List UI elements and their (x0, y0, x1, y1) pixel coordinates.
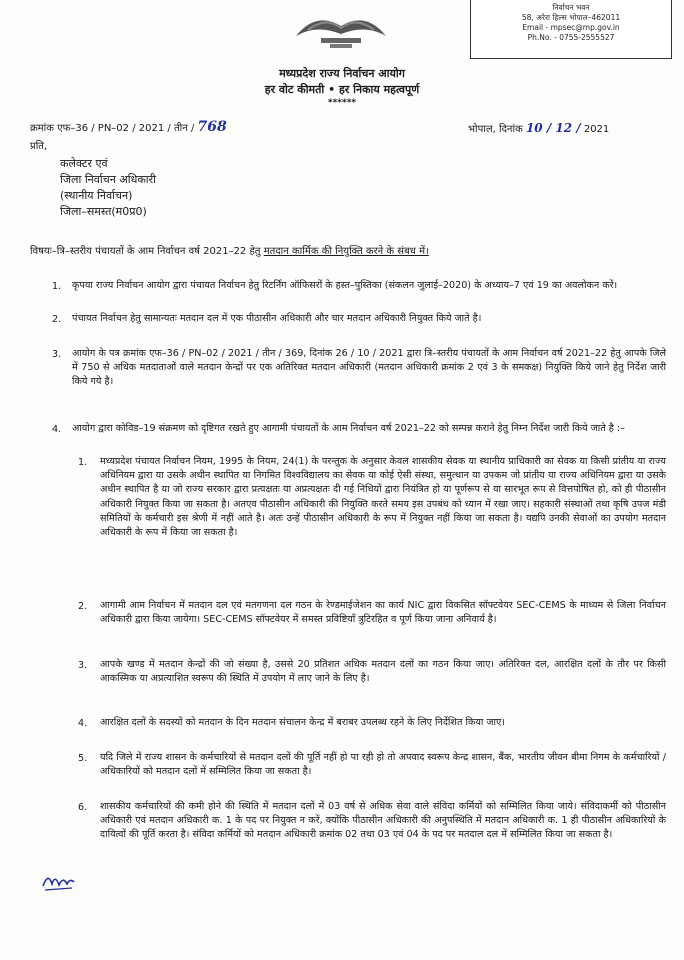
reference-handwritten: 768 (197, 119, 227, 135)
address-line: निर्वाचन भवन (552, 3, 590, 12)
subpoint-number: 5. (78, 753, 88, 764)
tagline: हर वोट कीमती • हर निकाय महत्वपूर्ण (264, 83, 420, 96)
subpoint-text: यदि जिले में राज्य शासन के कर्मचारियों से मतदान दलों की पूर्ति नहीं हो पा रही हो तो अपवाद स्वरूप केन्द्र शासन, बैंक, भारतीय जीवन बीमा निगम के कर्मचारियों / अधिकारियों को मतदान दलों में सम्मिलित किया जा सकता है। (100, 752, 666, 778)
reference-prefix: क्रमांक एफ–36 / PN–02 / 2021 / तीन / (30, 123, 195, 134)
subject-prefix: विषयः–त्रि–स्तरीय पंचायतों के आम निर्वाचन वर्ष 2021–22 हेतु (30, 246, 261, 257)
subject-underlined: मतदान कार्मिक की नियुक्ति करने के संबध में। (263, 246, 429, 257)
subpoint-text: आगामी आम निर्वाचन में मतदान दल एवं मतगणना दल गठन के रेण्डमाईजेशन का कार्य NIC द्वारा विकसित सॉफ्टवेयर SEC-CEMS के माध्यम से जिला निर्वाचन अधिकारी द्वारा किया जायेगा। SEC-CEMS सॉफ्टवेयर में समस्त प्रविष्टियाँ त्रुटिरहित व पूर्ण किया जाना अनिवार्य है। (100, 600, 666, 626)
address-box (470, 0, 672, 59)
point-text: पंचायत निर्वाचन हेतु सामान्यतः मतदान दल में एक पीठासीन अधिकारी और चार मतदान अधिकारी नियुक्त किये जाते है। (72, 313, 482, 324)
stars: ****** (327, 98, 357, 108)
subpoint-number: 1. (78, 457, 88, 468)
addressee-line: जिला–समस्त(म0प्र0) (60, 205, 147, 218)
point-text: आयोग द्वारा कोविड–19 संक्रमण को दृष्टिगत रखते हुए आगामी पंचायतों के आम निर्वाचन वर्ष 2021–22 को सम्पन्न कराने हेतु निम्न निर्देश जारी किये जाते है :– (72, 423, 625, 434)
subpoint-text: आरक्षित दलों के सदस्यों को मतदान के दिन मतदान संचालन केन्द्र में बराबर उपलब्ध रहने के लिए निर्देशित किया जाए। (100, 717, 505, 728)
point-number: 3. (52, 349, 62, 360)
prati: प्रति, (30, 141, 48, 152)
subpoint-text: मध्यप्रदेश पंचायत निर्वाचन नियम, 1995 के नियम, 24(1) के परन्तुक के अनुसार केवल शासकीय सेवक या स्थानीय प्राधिकारी का सेवक या किसी प्रांतीय या राज्य अधिनियम द्वारा या उसके अधीन स्थापित या निगमित विश्वविद्यालय का सेवक या कोई ऐसी संस्था, समुत्थान या उपकम जो प्रांतीय या राज्य अधिनियम द्वारा या उसके अधीन स्थापित है या जो राज्य सरकार द्वारा प्रत्यक्षतः या अप्रत्यक्षतः दी गई निधियों द्वारा नियंत्रित हो या पूर्णरूप से या सारभूत रूप से वित्तपोषित हो, को ही पीठासीन अधिकारी नियुक्त किया जा सकता है। अतएव पीठासीन अधिकारी की नियुक्ति करते समय इस उपबंध को ध्यान में रखा जाए। सहकारी संस्थाओं तथा कृषि उपज मंडी समितियों के कर्मचारी इस श्रेणी में नहीं आते है। अतः उन्हें पीठासीन अधिकारी के रूप में नियुक्त नहीं किया जा सकता है। यद्यपि उनकी सेवाओं का उपयोग मतदान अधिकारी के रूप में किया जा सकता है। (100, 456, 667, 539)
date-year: 2021 (583, 124, 610, 135)
point-number: 2. (52, 314, 62, 325)
addressee-line: (स्थानीय निर्वाचन) (60, 189, 133, 202)
reference-number (30, 119, 227, 135)
handwritten-initials (40, 868, 80, 894)
point-text: आयोग के पत्र क्रमांक एफ–36 / PN–02 / 2021 / तीन / 369, दिनांक 26 / 10 / 2021 द्वारा त्रि–स्तरीय पंचायतों के आम निर्वाचन वर्ष 2021–22 हेतु आपके जिले में 750 से अधिक मतदाताओं वाले मतदान केन्द्रों पर एक अतिरिक्त मतदान अधिकारी (मतदान अधिकारी क्रमांक 2 एवं 3 के समकक्ष) नियुक्ति किये जाने हेतु निर्देश जारी किये गये है। (72, 348, 666, 388)
place-date (468, 121, 609, 135)
commission-logo (286, 6, 396, 52)
date-handwritten: 10 / 12 / (525, 121, 581, 135)
email-line: Email - mpsec@mp.gov.in (522, 23, 620, 32)
subpoint-number: 3. (78, 660, 88, 671)
org-name: मध्यप्रदेश राज्य निर्वाचन आयोग (279, 67, 405, 80)
point-number: 4. (52, 424, 62, 435)
addressee-line: जिला निर्वाचन अधिकारी (60, 173, 156, 186)
point-number: 1. (52, 281, 62, 292)
point-text: कृपया राज्य निर्वाचन आयोग द्वारा पंचायत निर्वाचन हेतु रिटर्निंग ऑफिसरों के हस्त–पुस्तिका (संकलन जुलाई–2020) के अध्याय–7 एवं 19 का अवलोकन करें। (72, 280, 618, 291)
subpoint-number: 6. (78, 802, 88, 813)
address-line: 58, अरेरा हिल्स भोपाल–462011 (521, 13, 621, 22)
subpoint-number: 4. (78, 718, 88, 729)
addressee-line: कलेक्टर एवं (60, 157, 108, 170)
phone-line: Ph.No. - 0755-2555527 (527, 33, 615, 42)
subpoint-text: शासकीय कर्मचारियों की कमी होने की स्थिति में मतदान दलों में 03 वर्ष से अधिक सेवा वाले संविदा कर्मियों को सम्मिलित किया जाये। संविदाकर्मी को पीठासीन अधिकारी एवं मतदान अधिकारी क. 1 के पद पर नियुक्त न करें, क्योंकि पीठासीन अधिकारी की अनुपस्थिति में मतदान अधिकारी क. 1 ही पीठासीन अधिकारियों के दायित्वों की पूर्ति करता है। संविदा कर्मियों को मतदान अधिकारी क्रमांक 02 तथा 03 एवं 04 के पद पर मतदाल दल में सम्मिलित किया जा सकता है। (100, 801, 666, 841)
subpoint-text: आपके खण्ड में मतदान केन्द्रों की जो संख्या है, उससे 20 प्रतिशत अधिक मतदान दलों का गठन किया जाए। अतिरिक्त दल, आरक्षित दलों के तौर पर किसी आकस्मिक या अप्रत्याशित स्वरूप की स्थिति में उपयोग में लाए जाने के लिए है। (100, 659, 666, 685)
subject-line (30, 243, 670, 257)
place-date-prefix: भोपाल, दिनांक (468, 124, 523, 135)
subpoint-number: 2. (78, 601, 88, 612)
